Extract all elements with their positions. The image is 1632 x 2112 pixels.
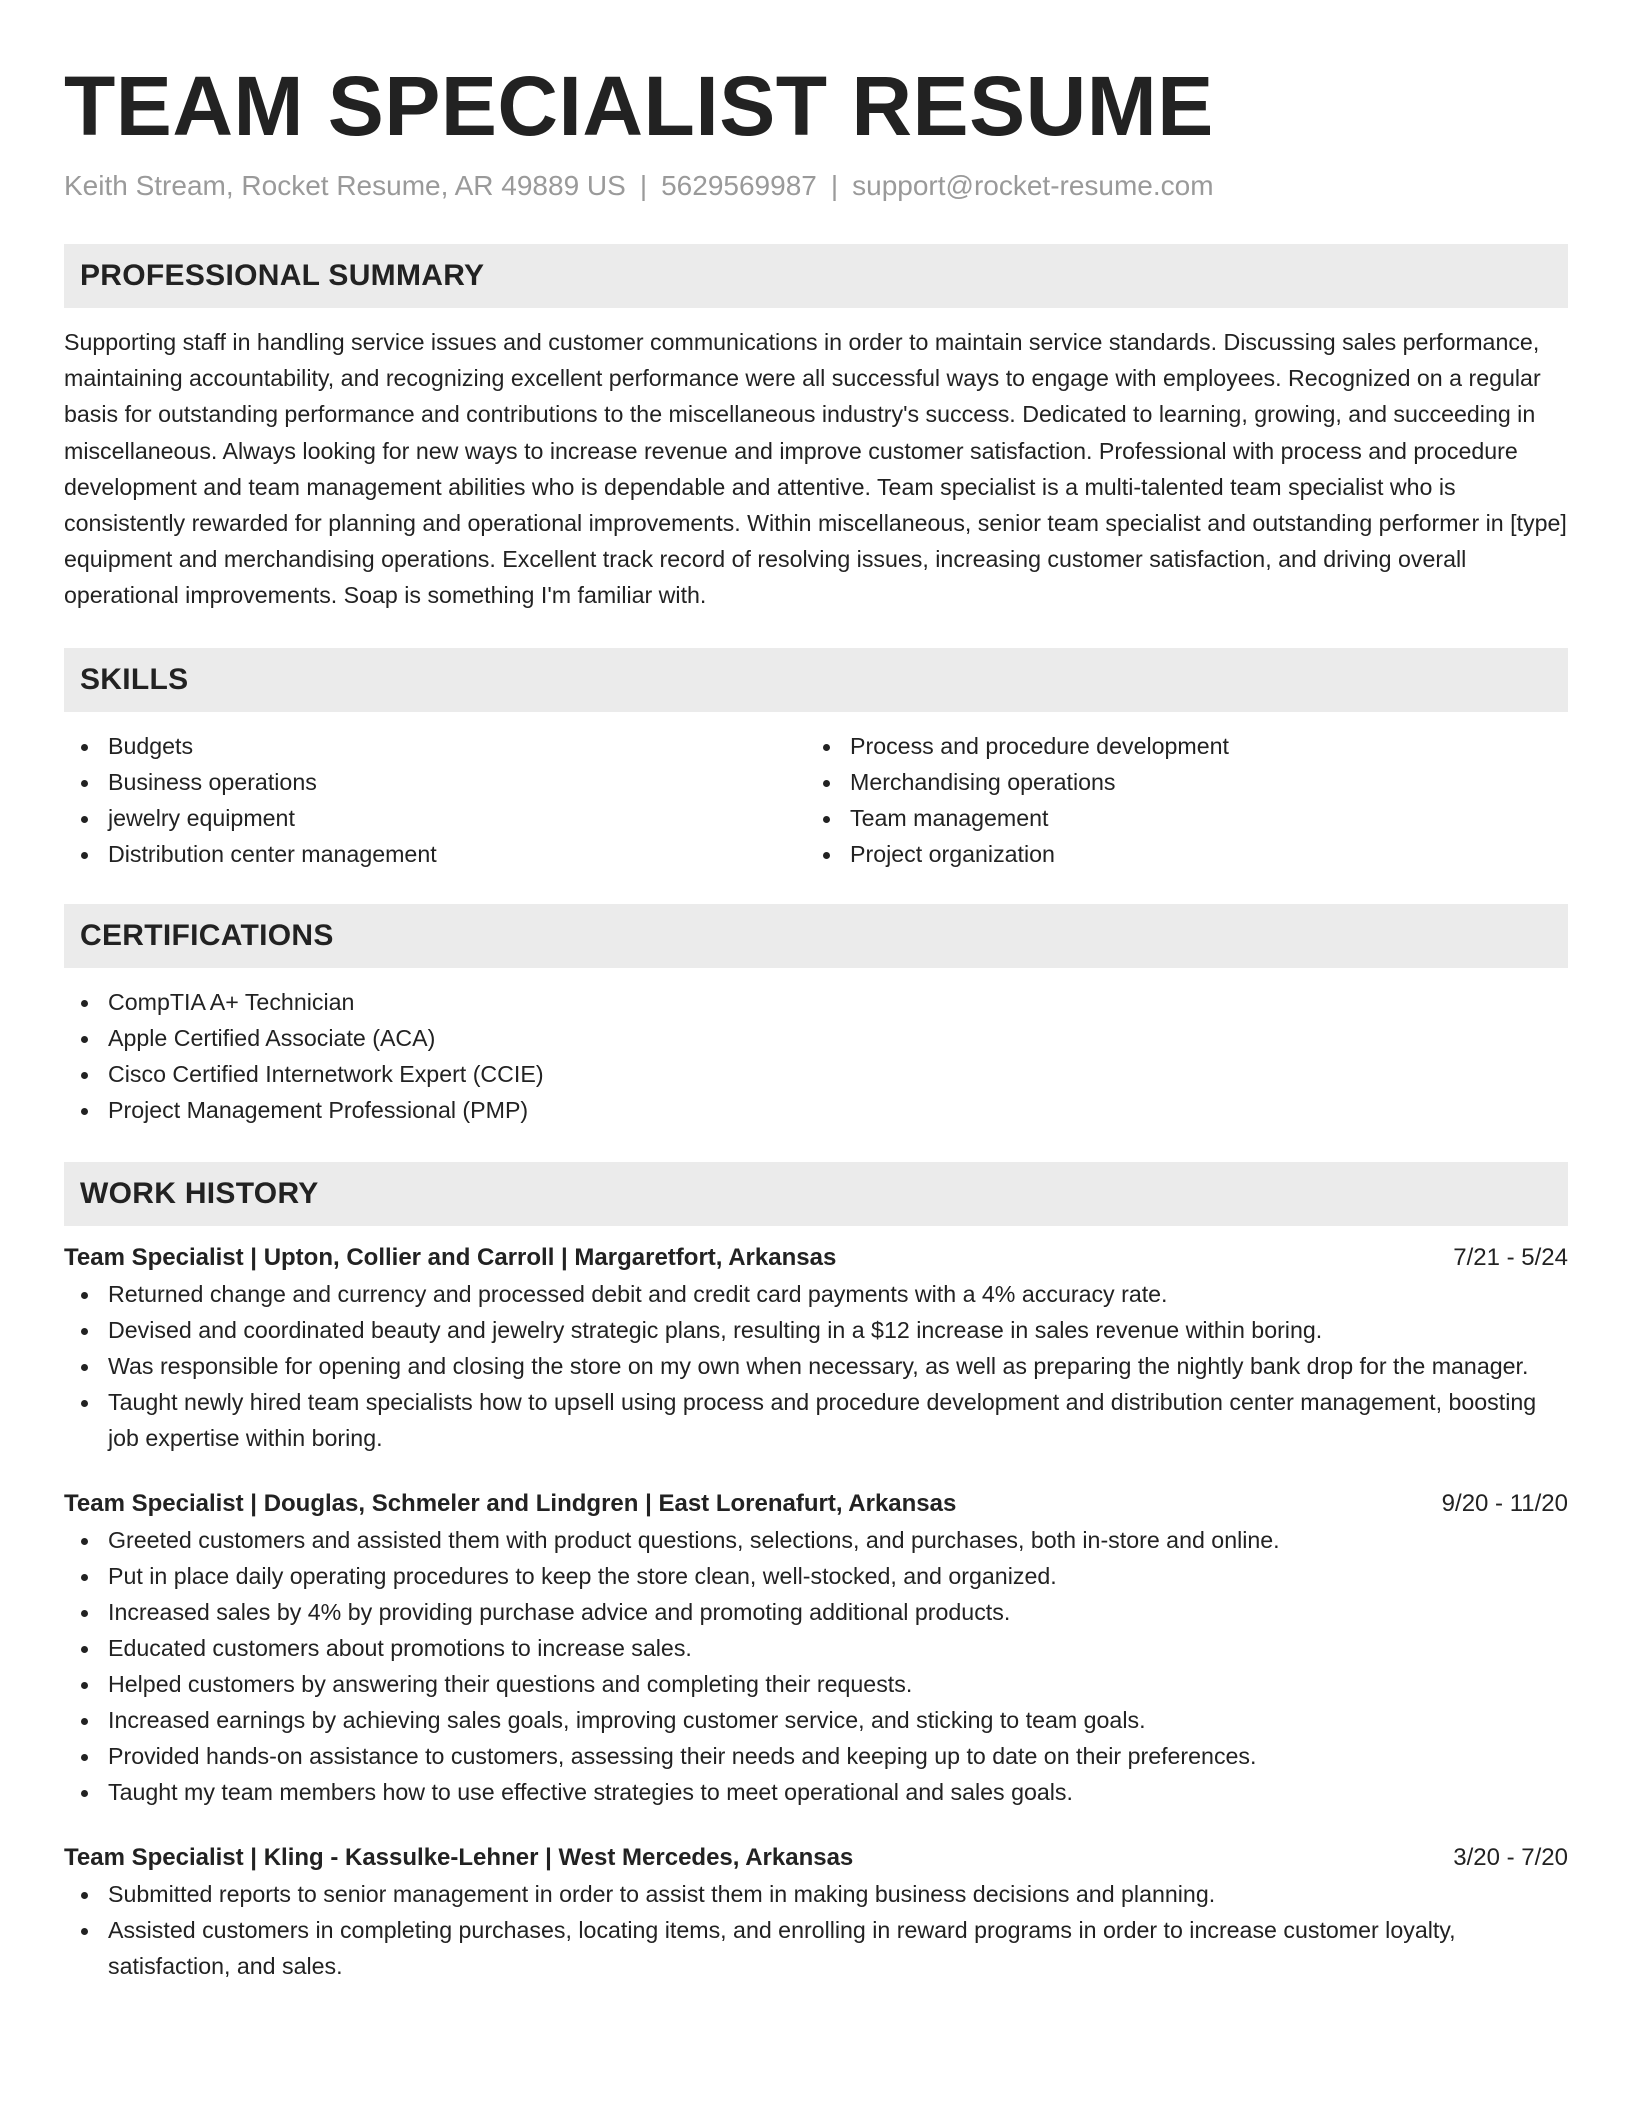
- contact-line: [64, 168, 1568, 204]
- work-history-heading: WORK HISTORY: [64, 1162, 1568, 1226]
- skills-list-left: [64, 728, 806, 872]
- job-title: Team Specialist | Kling - Kassulke-Lehner | West Mercedes, Arkansas: [64, 1843, 854, 1871]
- job-bullet: Greeted customers and assisted them with product questions, selections, and purchases, both in-store and online.: [64, 1522, 1568, 1558]
- job-bullet: Educated customers about promotions to increase sales.: [64, 1630, 1568, 1666]
- job-header: [64, 1840, 1568, 1876]
- resume-page: [64, 0, 1568, 1984]
- job-bullet: Taught newly hired team specialists how to upsell using process and procedure development and distribution center management, boosting job expertise within boring.: [64, 1384, 1568, 1456]
- job-bullet: Increased sales by 4% by providing purchase advice and promoting additional products.: [64, 1594, 1568, 1630]
- skill-item: Distribution center management: [64, 836, 806, 872]
- job-entry: [64, 1840, 1568, 1984]
- certification-item: Apple Certified Associate (ACA): [64, 1020, 1568, 1056]
- skill-item: Process and procedure development: [806, 728, 1548, 764]
- skill-item: Budgets: [64, 728, 806, 764]
- job-header: [64, 1240, 1568, 1276]
- contact-separator: |: [639, 170, 648, 201]
- work-history-section: [64, 1162, 1568, 1984]
- contact-address: Keith Stream, Rocket Resume, AR 49889 US: [64, 170, 626, 201]
- skills-heading: SKILLS: [64, 648, 1568, 712]
- job-bullets: [64, 1876, 1568, 1984]
- certifications-list: [64, 984, 1568, 1128]
- job-dates: 3/20 - 7/20: [1453, 1843, 1568, 1871]
- summary-section: [64, 244, 1568, 614]
- skills-grid: [64, 728, 1568, 872]
- job-bullet: Was responsible for opening and closing the store on my own when necessary, as well as preparing the nightly bank drop for the manager.: [64, 1348, 1568, 1384]
- job-bullet: Submitted reports to senior management in order to assist them in making business decisions and planning.: [64, 1876, 1568, 1912]
- skill-item: Business operations: [64, 764, 806, 800]
- job-title: Team Specialist | Upton, Collier and Carroll | Margaretfort, Arkansas: [64, 1243, 837, 1271]
- job-entry: [64, 1240, 1568, 1456]
- page-title: TEAM SPECIALIST RESUME: [64, 59, 1214, 153]
- skill-item: Project organization: [806, 836, 1548, 872]
- contact-separator: |: [830, 170, 839, 201]
- job-title: Team Specialist | Douglas, Schmeler and Lindgren | East Lorenafurt, Arkansas: [64, 1489, 957, 1517]
- skill-item: jewelry equipment: [64, 800, 806, 836]
- certification-item: CompTIA A+ Technician: [64, 984, 1568, 1020]
- certifications-section: [64, 904, 1568, 1128]
- job-bullet: Increased earnings by achieving sales goals, improving customer service, and sticking to team goals.: [64, 1702, 1568, 1738]
- skill-item: Merchandising operations: [806, 764, 1548, 800]
- job-bullets: [64, 1522, 1568, 1810]
- job-dates: 9/20 - 11/20: [1441, 1489, 1568, 1517]
- certification-item: Cisco Certified Internetwork Expert (CCIE): [64, 1056, 1568, 1092]
- skills-list-right: [806, 728, 1548, 872]
- certifications-heading: CERTIFICATIONS: [64, 904, 1568, 968]
- job-bullet: Taught my team members how to use effective strategies to meet operational and sales goals.: [64, 1774, 1568, 1810]
- job-bullets: [64, 1276, 1568, 1456]
- job-entry: [64, 1486, 1568, 1810]
- summary-text: Supporting staff in handling service issues and customer communications in order to maintain service standards. Discussing sales performance, maintaining accountability, and recognizing excellent performance were all successful ways to engage with employees. Recognized on a regular basis for outstanding performance and contributions to the miscellaneous industry's success. Dedicated to learning, growing, and succeeding in miscellaneous. Always looking for new ways to increase revenue and improve customer satisfaction. Professional with process and procedure development and team management abilities who is dependable and attentive. Team specialist is a multi-talented team specialist who is consistently rewarded for planning and operational improvements. Within miscellaneous, senior team specialist and outstanding performer in [type] equipment and merchandising operations. Excellent track record of resolving issues, increasing customer satisfaction, and driving overall operational improvements. Soap is something I'm familiar with.: [64, 329, 1567, 609]
- job-bullet: Provided hands-on assistance to customers, assessing their needs and keeping up to date on their preferences.: [64, 1738, 1568, 1774]
- skill-item: Team management: [806, 800, 1548, 836]
- skills-section: [64, 648, 1568, 872]
- job-bullet: Devised and coordinated beauty and jewelry strategic plans, resulting in a $12 increase in sales revenue within boring.: [64, 1312, 1568, 1348]
- job-bullet: Put in place daily operating procedures to keep the store clean, well-stocked, and organized.: [64, 1558, 1568, 1594]
- contact-email: support@rocket-resume.com: [852, 170, 1214, 201]
- job-header: [64, 1486, 1568, 1522]
- job-bullet: Helped customers by answering their questions and completing their requests.: [64, 1666, 1568, 1702]
- job-dates: 7/21 - 5/24: [1453, 1243, 1568, 1271]
- summary-heading: PROFESSIONAL SUMMARY: [64, 244, 1568, 308]
- job-bullet: Assisted customers in completing purchases, locating items, and enrolling in reward programs in order to increase customer loyalty, satisfaction, and sales.: [64, 1912, 1568, 1984]
- contact-phone: 5629569987: [661, 170, 817, 201]
- certification-item: Project Management Professional (PMP): [64, 1092, 1568, 1128]
- job-bullet: Returned change and currency and processed debit and credit card payments with a 4% accuracy rate.: [64, 1276, 1568, 1312]
